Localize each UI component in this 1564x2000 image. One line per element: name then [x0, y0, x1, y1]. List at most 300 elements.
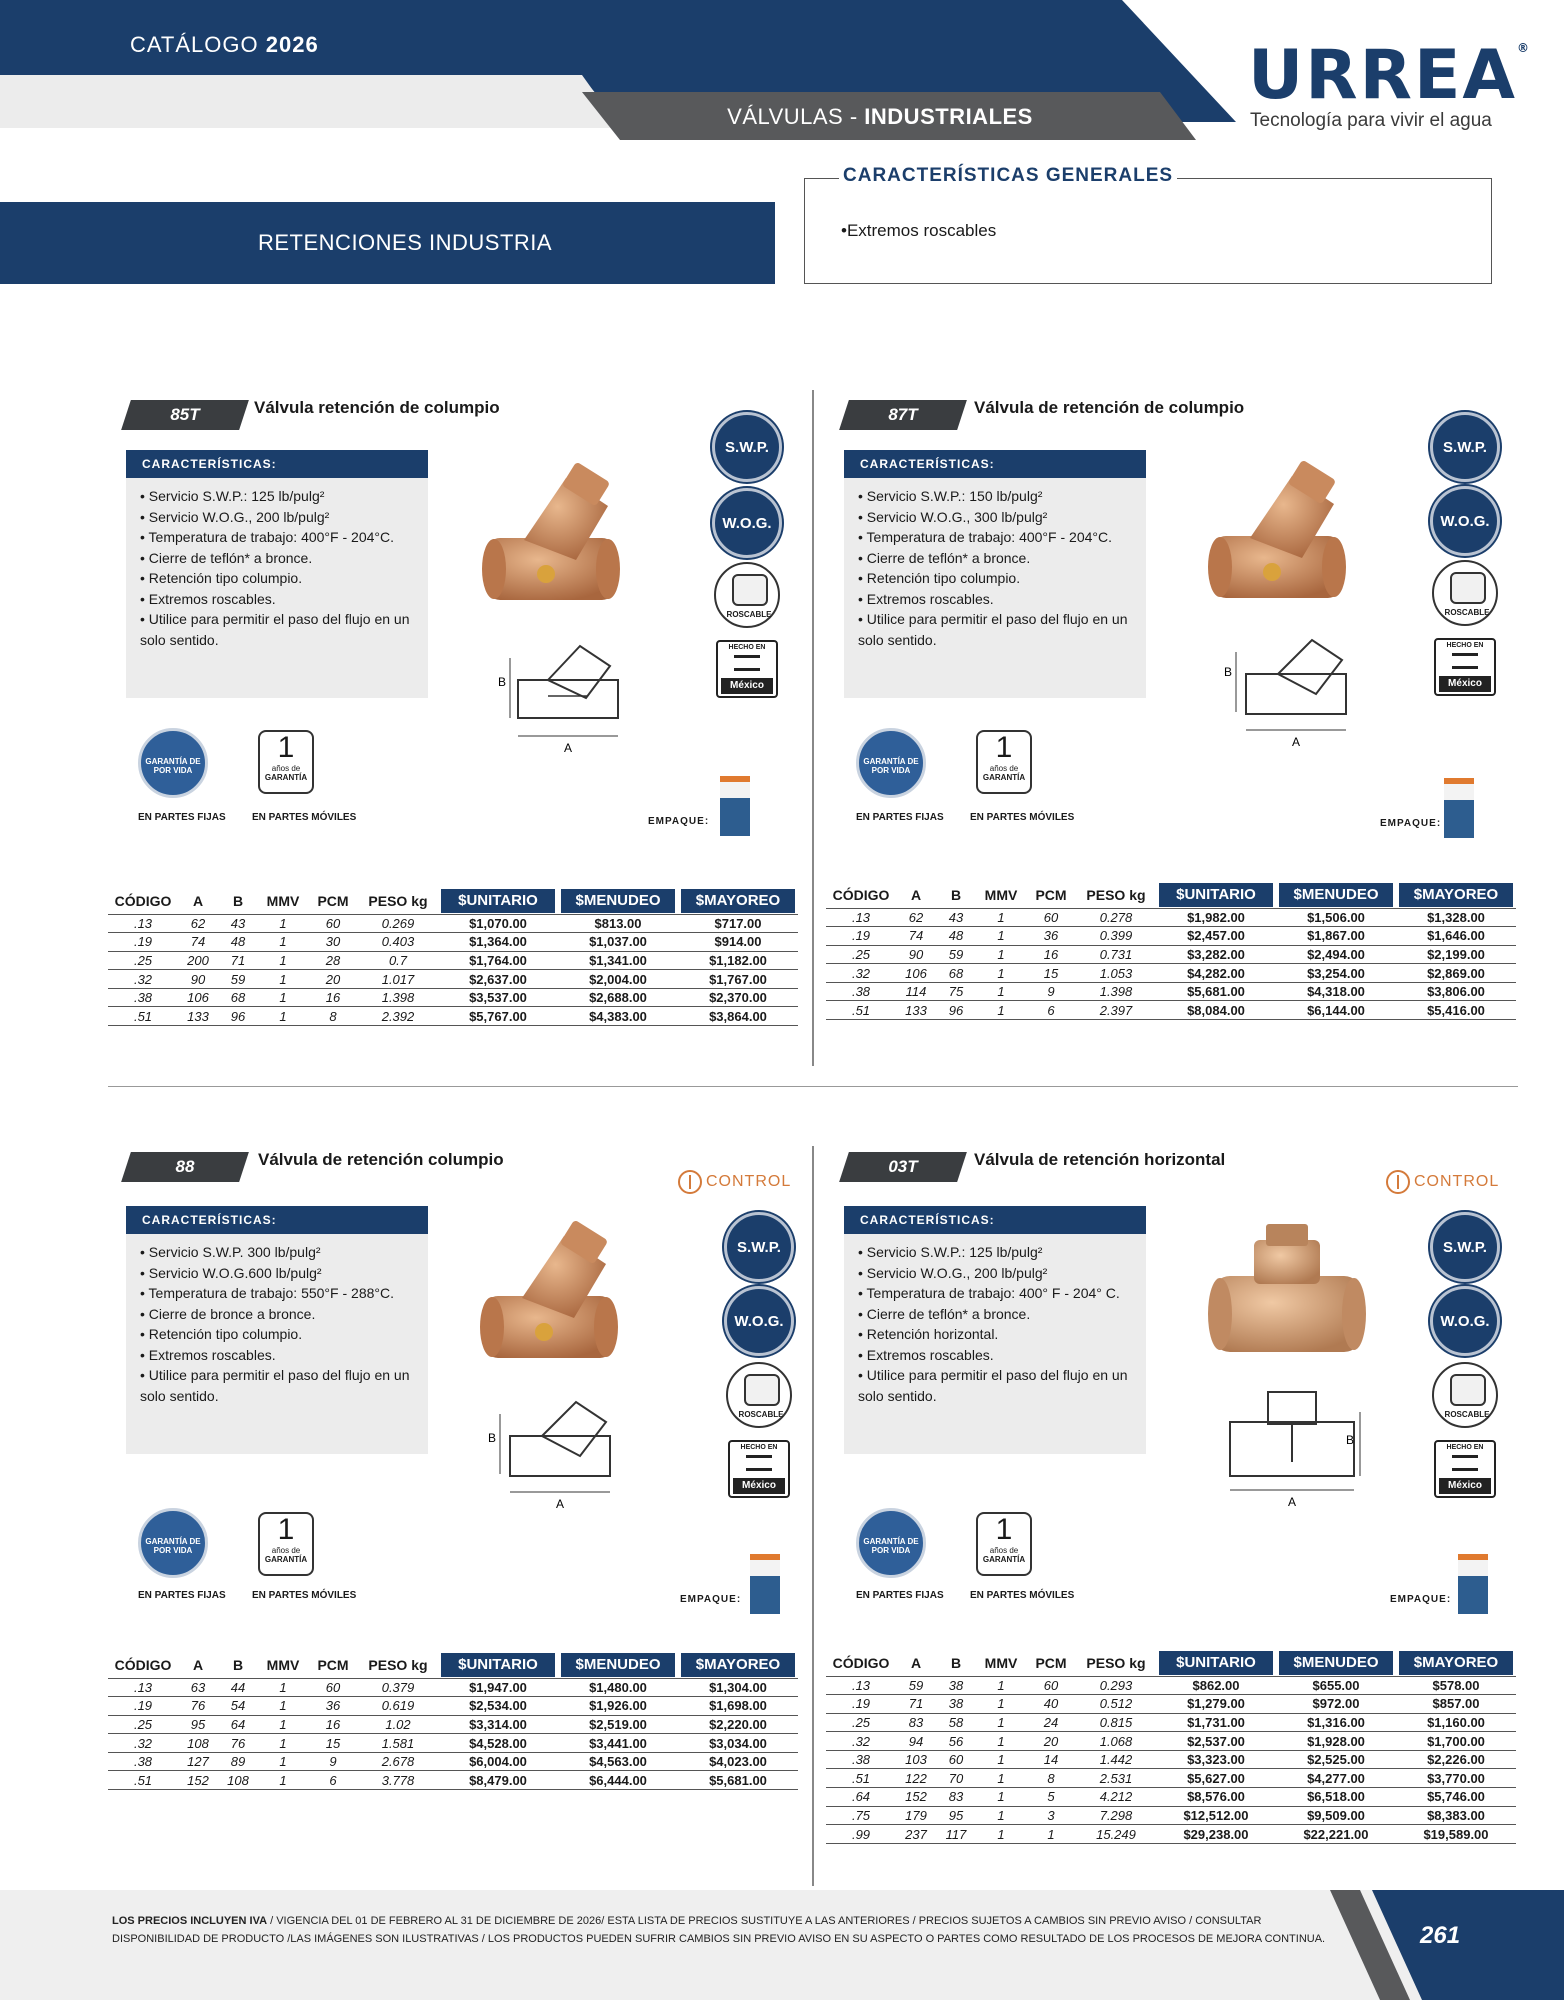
table-cell: 2.678: [358, 1752, 438, 1771]
packaging-label: EMPAQUE:: [1380, 818, 1442, 829]
feature-item: • Temperatura de trabajo: 550°F - 288°C.: [140, 1283, 414, 1304]
features-list: [844, 1234, 1146, 1406]
table-cell: 8: [1026, 1769, 1076, 1788]
table-cell: 68: [936, 964, 976, 983]
roscable-icon: ROSCABLE: [1432, 560, 1498, 626]
table-cell: 0.403: [358, 933, 438, 952]
dimension-diagram: [1222, 632, 1362, 752]
table-cell: 1: [258, 1697, 308, 1716]
feature-item: • Cierre de teflón* a bronce.: [858, 548, 1132, 569]
general-feature-item: •Extremos roscables: [841, 221, 997, 240]
table-cell: $2,525.00: [1276, 1750, 1396, 1769]
table-cell: 7.298: [1076, 1806, 1156, 1825]
hecho-en-mexico-icon: HECHO EN México: [1434, 1440, 1496, 1498]
table-cell: $813.00: [558, 914, 678, 933]
packaging-image: [720, 776, 750, 836]
table-row: [108, 1734, 798, 1753]
table-cell: 4.212: [1076, 1788, 1156, 1807]
table-cell: 90: [178, 970, 218, 989]
moving-parts-label: EN PARTES MÓVILES: [970, 812, 1075, 823]
price-table-body: [108, 1678, 798, 1790]
table-cell: .19: [826, 1695, 896, 1714]
col-mmv: MMV: [984, 1654, 1018, 1671]
table-cell: 76: [218, 1734, 258, 1753]
table-cell: $3,770.00: [1396, 1769, 1516, 1788]
price-table: [826, 1650, 1516, 1844]
lifetime-warranty-icon: GARANTÍA DE POR VIDA: [138, 1508, 208, 1578]
table-cell: $1,480.00: [558, 1678, 678, 1697]
table-cell: $1,947.00: [438, 1678, 558, 1697]
table-cell: 3: [1026, 1806, 1076, 1825]
table-cell: 114: [896, 982, 936, 1001]
table-cell: 1: [976, 1750, 1026, 1769]
table-row: [826, 1769, 1516, 1788]
col-menudeo: $MENUDEO: [1276, 882, 1396, 908]
table-cell: $8,479.00: [438, 1771, 558, 1790]
table-row: [826, 1713, 1516, 1732]
dimension-diagram: [1222, 1382, 1362, 1512]
table-row: [826, 1001, 1516, 1020]
one-year-warranty-icon: 1 años de GARANTÍA: [976, 730, 1032, 794]
footer: [0, 1890, 1564, 2000]
table-cell: $5,681.00: [1156, 982, 1276, 1001]
table-cell: $8,576.00: [1156, 1788, 1276, 1807]
table-cell: 68: [218, 988, 258, 1007]
table-cell: 1.068: [1076, 1732, 1156, 1751]
table-cell: $2,370.00: [678, 988, 798, 1007]
table-row: [826, 964, 1516, 983]
table-cell: $972.00: [1276, 1695, 1396, 1714]
table-row: [108, 1771, 798, 1790]
table-cell: 62: [178, 914, 218, 933]
table-row: [108, 1715, 798, 1734]
one-year-warranty-icon: 1 años de GARANTÍA: [258, 1512, 314, 1576]
table-cell: 70: [936, 1769, 976, 1788]
table-cell: 48: [936, 927, 976, 946]
table-cell: 1: [976, 908, 1026, 927]
table-row: [108, 933, 798, 952]
feature-item: • Servicio W.O.G., 200 lb/pulg²: [140, 507, 414, 528]
table-cell: $655.00: [1276, 1676, 1396, 1695]
table-cell: $1,316.00: [1276, 1713, 1396, 1732]
table-cell: 1: [258, 1752, 308, 1771]
control-icon: [1386, 1170, 1410, 1194]
table-cell: 9: [1026, 982, 1076, 1001]
table-cell: .51: [826, 1001, 896, 1020]
table-cell: $2,494.00: [1276, 945, 1396, 964]
lifetime-warranty-icon: GARANTÍA DE POR VIDA: [138, 728, 208, 798]
table-cell: 0.399: [1076, 927, 1156, 946]
table-cell: $4,563.00: [558, 1752, 678, 1771]
control-logo: CONTROL: [678, 1170, 791, 1194]
table-cell: 83: [936, 1788, 976, 1807]
table-cell: $2,226.00: [1396, 1750, 1516, 1769]
table-cell: .32: [108, 1734, 178, 1753]
page-number: 261: [1420, 1922, 1461, 1949]
col-pcm: PCM: [317, 1656, 349, 1673]
table-cell: 1.581: [358, 1734, 438, 1753]
table-row: [826, 1732, 1516, 1751]
table-row: [826, 1676, 1516, 1695]
roscable-icon: ROSCABLE: [1432, 1362, 1498, 1428]
table-cell: 152: [896, 1788, 936, 1807]
wog-badge: W.O.G.: [1430, 1286, 1500, 1356]
table-cell: $4,383.00: [558, 1007, 678, 1026]
col-codigo: CÓDIGO: [832, 1654, 890, 1671]
features-box: [844, 450, 1146, 698]
feature-item: • Retención horizontal.: [858, 1324, 1132, 1345]
fixed-parts-label: EN PARTES FIJAS: [138, 812, 226, 823]
brand-tagline: Tecnología para vivir el agua: [1250, 110, 1492, 131]
table-cell: 54: [218, 1697, 258, 1716]
feature-item: • Retención tipo columpio.: [140, 568, 414, 589]
features-box: [844, 1206, 1146, 1454]
feature-item: • Retención tipo columpio.: [858, 568, 1132, 589]
table-cell: $2,199.00: [1396, 945, 1516, 964]
table-cell: 1: [258, 1771, 308, 1790]
table-cell: 59: [218, 970, 258, 989]
table-cell: 20: [308, 970, 358, 989]
table-cell: $1,698.00: [678, 1697, 798, 1716]
table-cell: 133: [178, 1007, 218, 1026]
table-cell: 179: [896, 1806, 936, 1825]
table-cell: 1: [976, 1695, 1026, 1714]
table-cell: $1,341.00: [558, 951, 678, 970]
table-row: [826, 1806, 1516, 1825]
dimension-diagram: [488, 638, 628, 758]
table-cell: 96: [936, 1001, 976, 1020]
table-cell: $1,182.00: [678, 951, 798, 970]
column-divider: [812, 390, 814, 1066]
table-cell: .32: [826, 964, 896, 983]
table-cell: $1,070.00: [438, 914, 558, 933]
col-unitario: $UNITARIO: [1156, 882, 1276, 908]
table-cell: 83: [896, 1713, 936, 1732]
swp-badge: S.W.P.: [712, 412, 782, 482]
col-menudeo: $MENUDEO: [558, 1652, 678, 1678]
table-cell: $3,282.00: [1156, 945, 1276, 964]
table-cell: $2,457.00: [1156, 927, 1276, 946]
features-header: CARACTERÍSTICAS:: [126, 1206, 428, 1234]
table-cell: 1: [976, 1788, 1026, 1807]
table-cell: 38: [936, 1676, 976, 1695]
table-cell: 1: [258, 951, 308, 970]
col-pcm: PCM: [1035, 886, 1067, 903]
col-mayoreo: $MAYOREO: [678, 1652, 798, 1678]
wog-badge: W.O.G.: [724, 1286, 794, 1356]
table-cell: 36: [308, 1697, 358, 1716]
lifetime-warranty-icon: GARANTÍA DE POR VIDA: [856, 728, 926, 798]
table-cell: .38: [108, 988, 178, 1007]
table-cell: .25: [108, 951, 178, 970]
table-row: [826, 908, 1516, 927]
swing-check-valve-photo: [474, 1206, 624, 1366]
table-cell: 1: [258, 1715, 308, 1734]
table-cell: 0.7: [358, 951, 438, 970]
col-peso: PESO kg: [1086, 1654, 1146, 1671]
table-cell: 1: [976, 964, 1026, 983]
table-cell: $1,037.00: [558, 933, 678, 952]
table-cell: 43: [936, 908, 976, 927]
table-cell: $578.00: [1396, 1676, 1516, 1695]
table-cell: $3,254.00: [1276, 964, 1396, 983]
table-cell: .51: [108, 1007, 178, 1026]
product-code-tab: 03T: [839, 1152, 967, 1182]
table-cell: 62: [896, 908, 936, 927]
footer-disclaimer: LOS PRECIOS INCLUYEN IVA / VIGENCIA DEL 01 DE FEBRERO AL 31 DE DICIEMBRE DE 2026/ ESTA LISTA DE PRECIOS SUSTITUYE A LAS ANTERIORES / PRECIOS SUJETOS A CAMBIOS SIN PREVIO AVISO / CONSULTAR DISPONIBILIDAD DE PRODUCTO /LAS IMÁGENES SON ILUSTRATIVAS / LOS PRODUCTOS PUEDEN SUFRIR CAMBIOS SIN PREVIO AVISO EN SU ASPECTO O PARTES COMO RESULTADO DE LOS PROCESOS DE MEJORA CONTINUA.: [112, 1915, 1326, 1945]
col-codigo: CÓDIGO: [114, 1656, 172, 1673]
table-cell: 56: [936, 1732, 976, 1751]
features-list: [126, 478, 428, 650]
table-cell: 60: [1026, 1676, 1076, 1695]
table-cell: 1: [258, 1734, 308, 1753]
col-peso: PESO kg: [368, 892, 428, 909]
table-cell: 20: [1026, 1732, 1076, 1751]
table-cell: 0.278: [1076, 908, 1156, 927]
section-title: VÁLVULAS - INDUSTRIALES: [727, 104, 1033, 129]
table-cell: $6,444.00: [558, 1771, 678, 1790]
table-cell: 1: [1026, 1825, 1076, 1844]
fixed-parts-label: EN PARTES FIJAS: [856, 812, 944, 823]
table-cell: 63: [178, 1678, 218, 1697]
table-cell: $4,318.00: [1276, 982, 1396, 1001]
table-cell: $8,383.00: [1396, 1806, 1516, 1825]
col-b: B: [232, 1656, 244, 1673]
table-cell: 0.269: [358, 914, 438, 933]
col-b: B: [950, 1654, 962, 1671]
table-cell: .13: [826, 1676, 896, 1695]
table-cell: .19: [826, 927, 896, 946]
table-cell: 14: [1026, 1750, 1076, 1769]
control-icon: [678, 1170, 702, 1194]
table-cell: .64: [826, 1788, 896, 1807]
feature-item: • Temperatura de trabajo: 400° F - 204° C.: [858, 1283, 1132, 1304]
table-cell: 237: [896, 1825, 936, 1844]
col-a: A: [910, 886, 922, 903]
table-row: [108, 914, 798, 933]
col-b: B: [950, 886, 962, 903]
product-code-tab: 88: [121, 1152, 249, 1182]
table-cell: 64: [218, 1715, 258, 1734]
general-features-box: [804, 165, 1492, 284]
table-cell: 0.293: [1076, 1676, 1156, 1695]
table-cell: .13: [108, 1678, 178, 1697]
table-cell: $1,328.00: [1396, 908, 1516, 927]
table-cell: $12,512.00: [1156, 1806, 1276, 1825]
price-table-body: [826, 1676, 1516, 1843]
table-row: [108, 1678, 798, 1697]
price-table: [826, 882, 1516, 1020]
dim-b-label: B: [498, 675, 507, 689]
table-cell: 108: [218, 1771, 258, 1790]
feature-item: • Utilice para permitir el paso del flujo en un solo sentido.: [858, 609, 1132, 650]
table-cell: 1.398: [1076, 982, 1156, 1001]
table-row: [826, 1695, 1516, 1714]
table-cell: $1,764.00: [438, 951, 558, 970]
subcategory-title: RETENCIONES INDUSTRIA: [258, 230, 553, 255]
moving-parts-label: EN PARTES MÓVILES: [252, 1590, 357, 1601]
col-unitario: $UNITARIO: [438, 1652, 558, 1678]
features-box: [126, 1206, 428, 1454]
table-cell: $19,589.00: [1396, 1825, 1516, 1844]
table-cell: .19: [108, 933, 178, 952]
table-cell: 94: [896, 1732, 936, 1751]
product-panel-85t: [108, 398, 808, 1098]
hecho-en-mexico-icon: HECHO EN México: [716, 640, 778, 698]
table-cell: 59: [896, 1676, 936, 1695]
one-year-warranty-icon: 1 años de GARANTÍA: [258, 730, 314, 794]
table-cell: 75: [936, 982, 976, 1001]
hecho-en-mexico-icon: HECHO EN México: [728, 1440, 790, 1498]
col-a: A: [192, 892, 204, 909]
table-cell: .75: [826, 1806, 896, 1825]
table-cell: $2,534.00: [438, 1697, 558, 1716]
table-cell: 44: [218, 1678, 258, 1697]
wog-badge: W.O.G.: [712, 488, 782, 558]
table-row: [108, 1752, 798, 1771]
table-cell: .19: [108, 1697, 178, 1716]
table-cell: 152: [178, 1771, 218, 1790]
table-cell: 1.02: [358, 1715, 438, 1734]
swing-check-valve-photo: [1202, 446, 1352, 606]
table-cell: 71: [896, 1695, 936, 1714]
lifetime-warranty-icon: GARANTÍA DE POR VIDA: [856, 1508, 926, 1578]
dim-a-label: A: [564, 741, 573, 755]
table-cell: $5,416.00: [1396, 1001, 1516, 1020]
table-cell: 5: [1026, 1788, 1076, 1807]
features-list: [844, 478, 1146, 650]
urrea-logo: URREA®: [1248, 36, 1532, 115]
table-cell: $1,926.00: [558, 1697, 678, 1716]
table-row: [826, 1750, 1516, 1769]
subcategory-bar: [0, 202, 775, 284]
features-header: CARACTERÍSTICAS:: [126, 450, 428, 478]
table-row: [826, 927, 1516, 946]
feature-item: • Extremos roscables.: [140, 589, 414, 610]
control-logo: CONTROL: [1386, 1170, 1499, 1194]
table-cell: $4,277.00: [1276, 1769, 1396, 1788]
table-cell: 40: [1026, 1695, 1076, 1714]
col-peso: PESO kg: [368, 1656, 428, 1673]
feature-item: • Extremos roscables.: [858, 589, 1132, 610]
table-cell: $8,084.00: [1156, 1001, 1276, 1020]
dim-a-label: A: [1288, 1495, 1297, 1509]
table-cell: 60: [308, 1678, 358, 1697]
table-cell: 133: [896, 1001, 936, 1020]
col-mmv: MMV: [984, 886, 1018, 903]
table-cell: 71: [218, 951, 258, 970]
product-panel-88: [108, 1150, 808, 1850]
feature-item: • Servicio W.O.G.600 lb/pulg²: [140, 1263, 414, 1284]
table-cell: 127: [178, 1752, 218, 1771]
table-row: [826, 982, 1516, 1001]
feature-item: • Servicio S.W.P. 300 lb/pulg²: [140, 1242, 414, 1263]
swp-badge: S.W.P.: [1430, 1212, 1500, 1282]
one-year-warranty-icon: 1 años de GARANTÍA: [976, 1512, 1032, 1576]
table-cell: $2,688.00: [558, 988, 678, 1007]
table-cell: 8: [308, 1007, 358, 1026]
product-title: Válvula de retención columpio: [258, 1150, 504, 1169]
table-cell: 36: [1026, 927, 1076, 946]
table-cell: $3,314.00: [438, 1715, 558, 1734]
col-unitario: $UNITARIO: [1156, 1650, 1276, 1676]
features-box: [126, 450, 428, 698]
product-panel-87t: [826, 398, 1526, 1098]
col-pcm: PCM: [317, 892, 349, 909]
table-cell: 16: [1026, 945, 1076, 964]
catalog-label: CATÁLOGO 2026: [130, 32, 319, 57]
table-cell: $1,506.00: [1276, 908, 1396, 927]
col-mayoreo: $MAYOREO: [1396, 1650, 1516, 1676]
table-cell: $862.00: [1156, 1676, 1276, 1695]
table-cell: 1: [976, 1676, 1026, 1695]
product-code-tab: 85T: [121, 400, 249, 430]
table-cell: 16: [308, 1715, 358, 1734]
fixed-parts-label: EN PARTES FIJAS: [856, 1590, 944, 1601]
table-cell: 15.249: [1076, 1825, 1156, 1844]
packaging-image: [1458, 1554, 1488, 1614]
table-cell: $717.00: [678, 914, 798, 933]
table-cell: 106: [178, 988, 218, 1007]
moving-parts-label: EN PARTES MÓVILES: [970, 1590, 1075, 1601]
general-features-title: CARACTERÍSTICAS GENERALES: [839, 165, 1177, 187]
table-cell: $5,627.00: [1156, 1769, 1276, 1788]
packaging-label: EMPAQUE:: [648, 816, 710, 827]
table-cell: 28: [308, 951, 358, 970]
swp-badge: S.W.P.: [1430, 412, 1500, 482]
table-cell: $22,221.00: [1276, 1825, 1396, 1844]
table-cell: $29,238.00: [1156, 1825, 1276, 1844]
features-header: CARACTERÍSTICAS:: [844, 1206, 1146, 1234]
table-cell: $2,004.00: [558, 970, 678, 989]
col-menudeo: $MENUDEO: [558, 888, 678, 914]
swing-check-valve-photo: [476, 448, 626, 608]
table-cell: 1: [976, 1825, 1026, 1844]
dim-b-label: B: [1346, 1433, 1355, 1447]
table-cell: 106: [896, 964, 936, 983]
table-cell: 90: [896, 945, 936, 964]
table-row: [108, 988, 798, 1007]
table-cell: 60: [308, 914, 358, 933]
table-cell: 2.531: [1076, 1769, 1156, 1788]
feature-item: • Utilice para permitir el paso del flujo en un solo sentido.: [140, 1365, 414, 1406]
table-cell: $1,304.00: [678, 1678, 798, 1697]
feature-item: • Retención tipo columpio.: [140, 1324, 414, 1345]
hecho-en-mexico-icon: HECHO EN México: [1434, 638, 1496, 696]
table-cell: 96: [218, 1007, 258, 1026]
table-cell: $1,160.00: [1396, 1713, 1516, 1732]
table-cell: 1: [976, 1713, 1026, 1732]
table-cell: 117: [936, 1825, 976, 1844]
table-cell: $2,519.00: [558, 1715, 678, 1734]
col-unitario: $UNITARIO: [438, 888, 558, 914]
dim-a-label: A: [1292, 735, 1301, 749]
feature-item: • Servicio S.W.P.: 150 lb/pulg²: [858, 486, 1132, 507]
product-title: Válvula retención de columpio: [254, 398, 500, 417]
table-cell: 1: [976, 945, 1026, 964]
table-cell: $914.00: [678, 933, 798, 952]
feature-item: • Cierre de teflón* a bronce.: [140, 548, 414, 569]
horizontal-check-valve-photo: [1206, 1220, 1376, 1370]
feature-item: • Cierre de bronce a bronce.: [140, 1304, 414, 1325]
col-peso: PESO kg: [1086, 886, 1146, 903]
table-cell: 3.778: [358, 1771, 438, 1790]
table-cell: 0.731: [1076, 945, 1156, 964]
table-cell: 1.053: [1076, 964, 1156, 983]
table-cell: 0.815: [1076, 1713, 1156, 1732]
table-cell: 74: [178, 933, 218, 952]
table-cell: $6,004.00: [438, 1752, 558, 1771]
